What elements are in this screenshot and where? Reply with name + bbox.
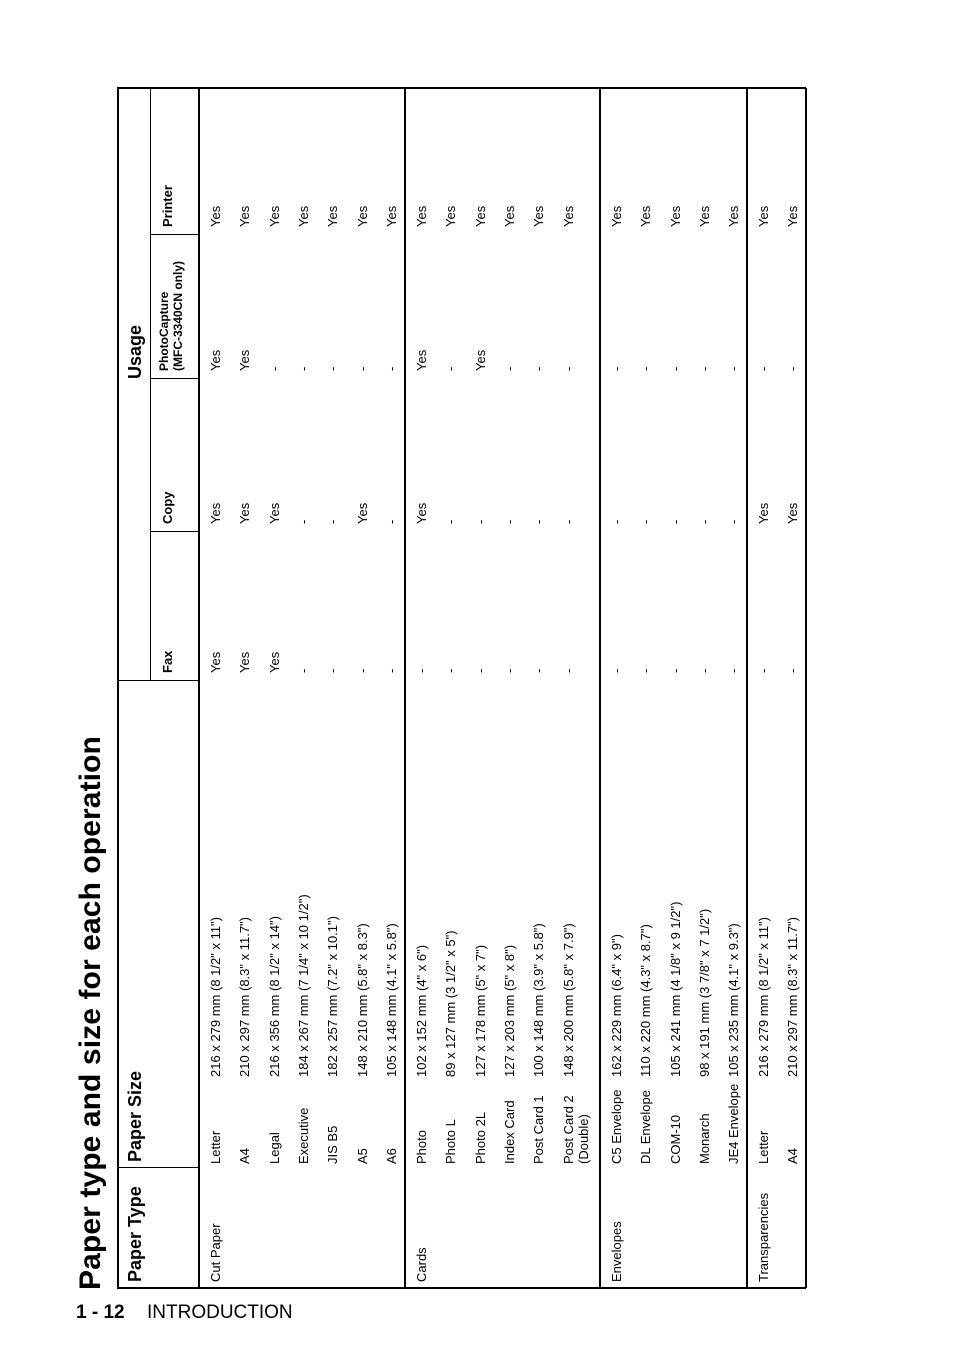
cell-copy: Yes	[785, 502, 801, 524]
paper-size-dimensions: 182 x 257 mm (7.2" x 10.1")	[325, 916, 341, 1077]
paper-size-name: Photo 2L	[472, 1111, 488, 1164]
table-border-right	[117, 87, 806, 89]
paper-size-dimensions: 105 x 235 mm (4.1" x 9.3")	[726, 923, 742, 1077]
paper-size-dimensions: 162 x 229 mm (6.4" x 9")	[609, 934, 624, 1077]
cell-photocapture: -	[560, 366, 576, 371]
cell-printer: Yes	[531, 205, 547, 227]
paper-size-name: Legal	[266, 1132, 282, 1164]
cell-printer: Yes	[560, 205, 576, 227]
paper-size-dimensions: 100 x 148 mm (3.9" x 5.8")	[531, 923, 547, 1077]
header-photocapture-sub: (MFC-3340CN only)	[171, 260, 185, 371]
cell-copy: -	[383, 519, 399, 524]
cell-fax: -	[325, 668, 341, 673]
cell-copy: -	[443, 519, 459, 524]
paper-type-label: Cards	[414, 1247, 429, 1282]
usage-rule	[150, 88, 151, 681]
rule-type-size	[117, 1167, 199, 1168]
paper-size-dimensions: 102 x 152 mm (4" x 6")	[414, 944, 429, 1077]
cell-fax: -	[354, 668, 370, 673]
cell-photocapture: -	[325, 366, 341, 371]
cell-copy: -	[325, 519, 341, 524]
page-number: 1 - 12	[76, 1302, 125, 1323]
paper-size-dimensions: 148 x 210 mm (5.8" x 8.3")	[354, 923, 370, 1077]
page-title: Paper type and size for each operation	[74, 736, 107, 1290]
cell-fax: Yes	[208, 651, 223, 673]
paper-size-name: A6	[383, 1148, 399, 1164]
table-border-top	[117, 88, 119, 1288]
cell-fax: -	[295, 668, 311, 673]
cell-fax: Yes	[237, 651, 253, 673]
paper-size-name: COM-10	[667, 1114, 683, 1164]
cell-printer: Yes	[354, 205, 370, 227]
cell-fax: -	[383, 668, 399, 673]
cell-photocapture: -	[531, 366, 547, 371]
cell-copy: -	[295, 519, 311, 524]
paper-size-dimensions: 98 x 191 mm (3 7/8" x 7 1/2")	[696, 908, 712, 1077]
cell-copy: Yes	[237, 502, 253, 524]
cell-fax: -	[726, 668, 742, 673]
cell-photocapture: -	[383, 366, 399, 371]
paper-size-name: Post Card 2	[560, 1095, 576, 1164]
cell-fax: -	[414, 668, 429, 673]
cell-printer: Yes	[609, 205, 624, 227]
cell-fax: -	[785, 668, 801, 673]
rule-photo-printer	[151, 234, 199, 235]
cell-printer: Yes	[414, 205, 429, 227]
header-paper-type: Paper Type	[125, 1186, 145, 1282]
cell-copy: -	[560, 519, 576, 524]
cell-copy: -	[472, 519, 488, 524]
cell-photocapture: -	[443, 366, 459, 371]
cell-copy: -	[667, 519, 683, 524]
paper-size-dimensions: 89 x 127 mm (3 1/2" x 5")	[443, 930, 459, 1077]
cell-photocapture: Yes	[414, 349, 429, 371]
paper-size-name: A5	[354, 1148, 370, 1164]
cell-photocapture: -	[266, 366, 282, 371]
cell-photocapture: -	[638, 366, 654, 371]
cell-printer: Yes	[756, 205, 771, 227]
paper-size-dimensions: 216 x 279 mm (8 1/2" x 11")	[208, 916, 223, 1077]
cell-photocapture: Yes	[472, 349, 488, 371]
paper-size-name: Letter	[208, 1130, 223, 1164]
cell-fax: -	[472, 668, 488, 673]
cell-copy: Yes	[208, 502, 223, 524]
cell-printer: Yes	[443, 205, 459, 227]
cell-printer: Yes	[638, 205, 654, 227]
cell-printer: Yes	[237, 205, 253, 227]
paper-size-dimensions: 127 x 178 mm (5" x 7")	[472, 944, 488, 1077]
cell-fax: -	[667, 668, 683, 673]
paper-size-name: Monarch	[696, 1113, 712, 1164]
paper-size-name: C5 Envelope	[609, 1089, 624, 1164]
paper-size-name: A4	[785, 1148, 801, 1164]
cell-photocapture: -	[501, 366, 517, 371]
cell-printer: Yes	[785, 205, 801, 227]
table-border-left	[117, 1287, 806, 1289]
paper-size-name: DL Envelope	[638, 1090, 654, 1164]
paper-size-name: JE4 Envelope	[726, 1083, 742, 1164]
header-photocapture: PhotoCapture	[157, 291, 171, 371]
cell-copy: -	[638, 519, 654, 524]
group-rule	[404, 88, 406, 1288]
cell-fax: -	[560, 668, 576, 673]
cell-copy: Yes	[354, 502, 370, 524]
paper-type-label: Envelopes	[609, 1221, 624, 1282]
cell-fax: -	[756, 668, 771, 673]
paper-size-dimensions: 127 x 203 mm (5" x 8")	[501, 944, 517, 1077]
section-name: INTRODUCTION	[147, 1302, 293, 1323]
header-bottom-rule	[198, 88, 200, 1288]
paper-size-dimensions: 210 x 297 mm (8.3" x 11.7")	[785, 916, 801, 1077]
cell-copy: Yes	[266, 502, 282, 524]
table-border-bottom	[805, 88, 807, 1288]
cell-photocapture: Yes	[237, 349, 253, 371]
paper-size-name: Executive	[295, 1107, 311, 1164]
paper-size-name: Index Card	[501, 1100, 517, 1164]
cell-copy: Yes	[414, 502, 429, 524]
paper-size-dimensions: 110 x 220 mm (4.3" x 8.7")	[638, 924, 654, 1077]
cell-photocapture: -	[785, 366, 801, 371]
cell-fax: -	[531, 668, 547, 673]
cell-photocapture: -	[609, 366, 624, 371]
cell-printer: Yes	[383, 205, 399, 227]
paper-size-dimensions: 216 x 356 mm (8 1/2" x 14")	[266, 916, 282, 1077]
paper-size-dimensions: 105 x 241 mm (4 1/8" x 9 1/2")	[667, 901, 683, 1077]
group-rule	[599, 88, 601, 1288]
header-usage: Usage	[125, 324, 145, 379]
paper-size-dimensions: 148 x 200 mm (5.8" x 7.9")	[560, 923, 576, 1077]
cell-fax: -	[609, 668, 624, 673]
paper-size-name: Photo	[414, 1130, 429, 1164]
rule-copy-photo	[151, 378, 199, 379]
paper-size-name: Letter	[756, 1130, 771, 1164]
paper-size-name: Post Card 1	[531, 1095, 547, 1164]
cell-photocapture: -	[354, 366, 370, 371]
cell-photocapture: -	[696, 366, 712, 371]
paper-type-label: Transparencies	[756, 1192, 771, 1282]
cell-photocapture: -	[667, 366, 683, 371]
header-paper-size: Paper Size	[125, 1070, 145, 1162]
paper-size-name-sub: (Double)	[575, 1114, 591, 1164]
cell-printer: Yes	[266, 205, 282, 227]
cell-photocapture: -	[295, 366, 311, 371]
cell-fax: -	[443, 668, 459, 673]
cell-fax: -	[638, 668, 654, 673]
paper-size-name: Photo L	[443, 1119, 459, 1164]
cell-printer: Yes	[295, 205, 311, 227]
paper-type-label: Cut Paper	[208, 1223, 223, 1282]
paper-size-dimensions: 105 x 148 mm (4.1" x 5.8")	[383, 923, 399, 1077]
cell-printer: Yes	[726, 205, 742, 227]
cell-printer: Yes	[325, 205, 341, 227]
cell-fax: -	[501, 668, 517, 673]
cell-copy: -	[726, 519, 742, 524]
header-printer: Printer	[160, 185, 175, 227]
cell-photocapture: Yes	[208, 349, 223, 371]
cell-copy: Yes	[756, 502, 771, 524]
cell-fax: -	[696, 668, 712, 673]
paper-size-dimensions: 210 x 297 mm (8.3" x 11.7")	[237, 916, 253, 1077]
paper-size-name: JIS B5	[325, 1125, 341, 1164]
cell-printer: Yes	[696, 205, 712, 227]
paper-size-dimensions: 184 x 267 mm (7 1/4" x 10 1/2")	[295, 894, 311, 1077]
cell-printer: Yes	[472, 205, 488, 227]
header-copy: Copy	[160, 491, 175, 524]
cell-printer: Yes	[501, 205, 517, 227]
cell-copy: -	[696, 519, 712, 524]
cell-fax: Yes	[266, 651, 282, 673]
group-rule	[746, 88, 748, 1288]
cell-copy: -	[531, 519, 547, 524]
paper-size-dimensions: 216 x 279 mm (8 1/2" x 11")	[756, 916, 771, 1077]
cell-copy: -	[501, 519, 517, 524]
cell-copy: -	[609, 519, 624, 524]
cell-printer: Yes	[667, 205, 683, 227]
paper-size-name: A4	[237, 1148, 253, 1164]
cell-photocapture: -	[756, 366, 771, 371]
rule-fax-copy	[151, 531, 199, 532]
rule-size-usage	[117, 680, 199, 681]
cell-photocapture: -	[726, 366, 742, 371]
header-fax: Fax	[160, 650, 175, 673]
cell-printer: Yes	[208, 205, 223, 227]
